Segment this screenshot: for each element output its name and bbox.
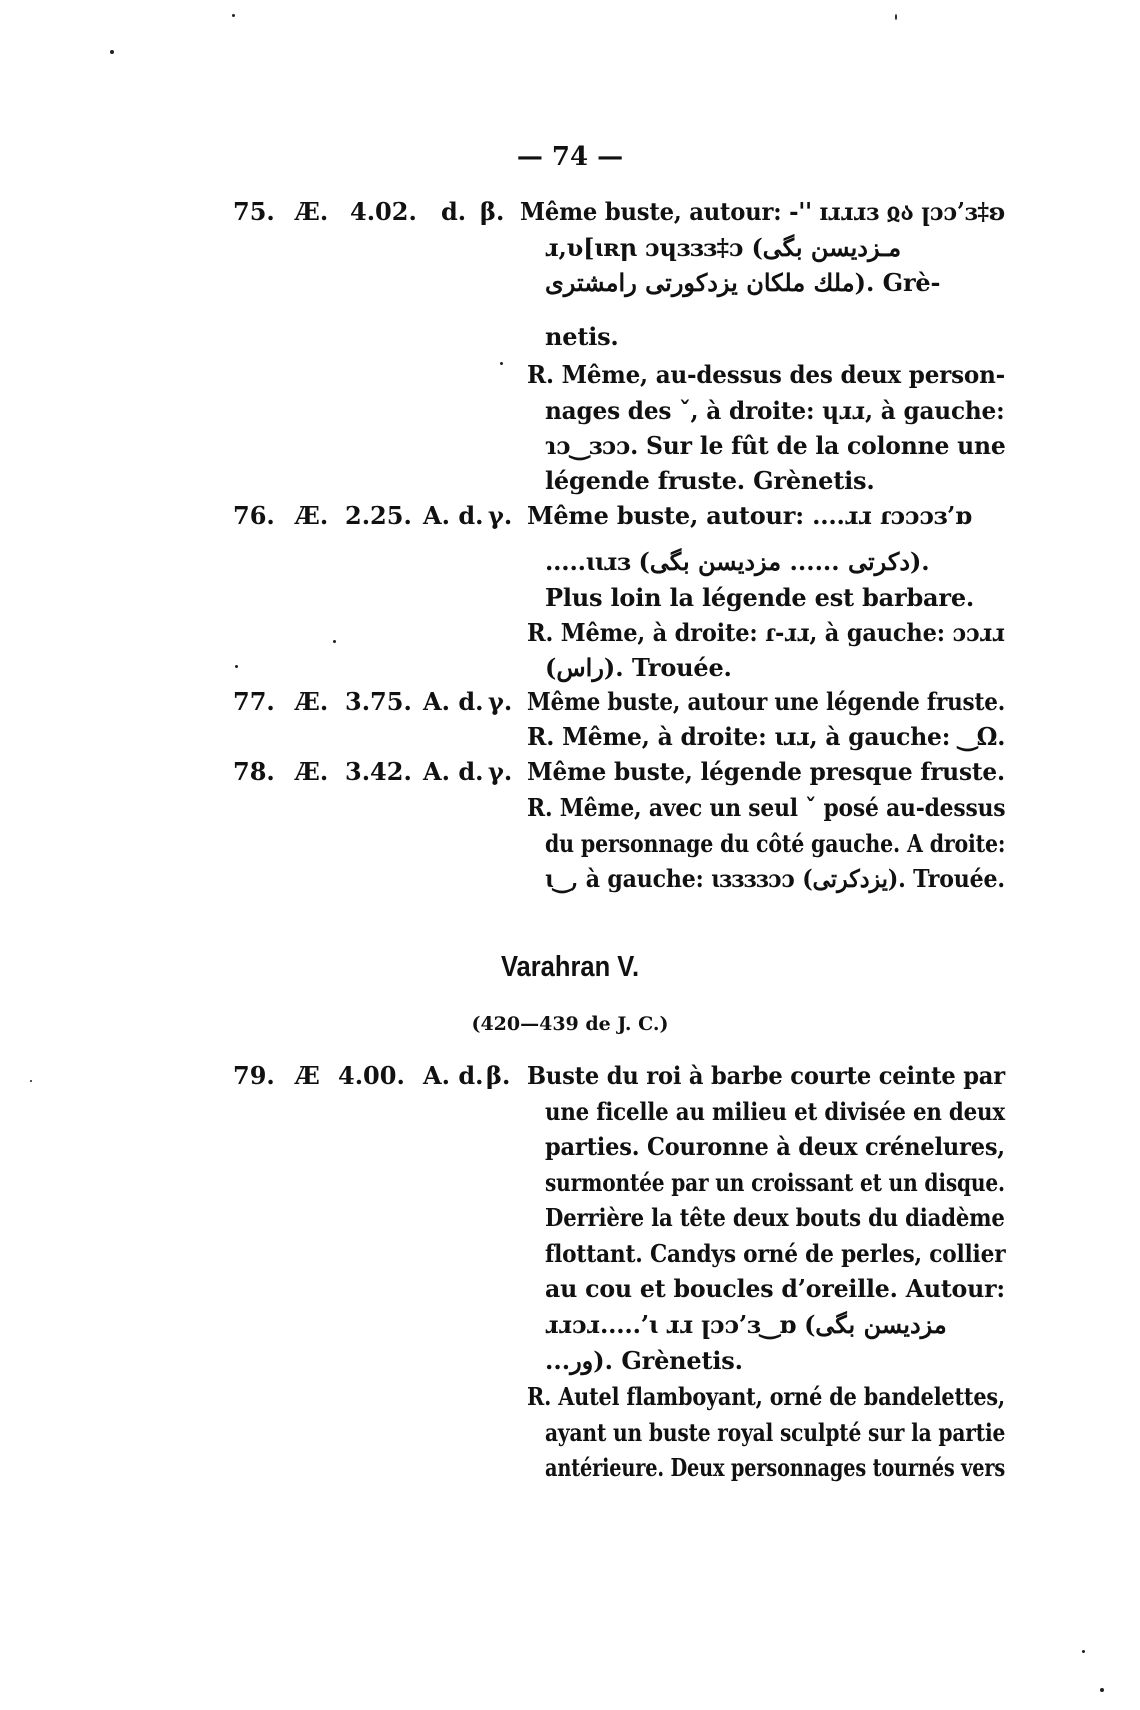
greek-letter: β. (480, 197, 505, 226)
entry-76-line-2: .....ɩɩɹɜ (دكرتى ...... مزديسن بگى). (545, 547, 930, 576)
entry-76-line-1: Même buste, autour: ....ɹɹ ɾɔɔɔɜ’ɒ (527, 501, 972, 530)
grade: A. d. (423, 1061, 484, 1090)
metal: Æ. (295, 687, 329, 716)
grade: A. d. (423, 501, 484, 530)
entry-79-line-11: ayant un buste royal sculpté sur la partie (545, 1418, 1006, 1447)
section-dates: (420—439 de J. C.) (471, 1013, 669, 1035)
metal: Æ. (295, 501, 329, 530)
entry-75-line-8: légende fruste. Grènetis. (545, 466, 875, 495)
scan-speck (895, 14, 897, 20)
entry-75-line-3: ملك ملكان يزدكورتى رامشترى). Grè- (545, 268, 941, 297)
entry-76-line-3: Plus loin la légende est barbare. (545, 583, 975, 612)
entry-75-line-2: ɹ,ʋ[ɩʀꞃ ɔɥɜɜɜ‡ɔ (مـزديسن بگى (545, 233, 902, 262)
entry-75-line-4: netis. (545, 322, 619, 351)
entry-number: 79. (233, 1061, 275, 1090)
entry-number: 75. (233, 197, 275, 226)
entry-79-line-7: au cou et boucles d’oreille. Autour: (545, 1274, 1005, 1303)
weight: 4.00. (338, 1061, 405, 1090)
weight: 3.75. (345, 687, 412, 716)
section-title: Varahran V. (500, 951, 640, 983)
entry-77-line-2: R. Même, à droite: ɩɹɹ, à gauche: ‿Ω. (527, 722, 1006, 751)
entry-76-line-4: R. Même, à droite: ɾ-ɹɹ, à gauche: ɔɔɹɹ (527, 618, 1005, 647)
entry-number: 77. (233, 687, 275, 716)
entry-number: 76. (233, 501, 275, 530)
greek-letter: β. (486, 1061, 511, 1090)
scan-speck (110, 50, 114, 54)
entry-78-line-1: Même buste, légende presque fruste. (527, 757, 1005, 786)
entry-76-line-5: (راس). Trouée. (545, 653, 732, 682)
metal: Æ. (295, 757, 329, 786)
entry-75-line-1: Même buste, autour: -ꞌꞌ ɪɹɹɹɜ ჲა ꞁɔɔ’ɜ‡ʚ (520, 197, 1005, 226)
scan-speck (1100, 1688, 1104, 1692)
entry-79-line-12: antérieure. Deux personnages tournés vers (545, 1453, 1006, 1482)
weight: 4.02. (350, 197, 417, 226)
entry-75-line-7: ɿɔ‿ɜɔɔ. Sur le fût de la colonne une (545, 431, 1006, 460)
entry-79-line-4: surmontée par un croissant et un disque. (545, 1168, 1005, 1197)
scan-speck (333, 640, 336, 643)
scan-speck (30, 1080, 32, 1082)
entry-75-line-5: R. Même, au-dessus des deux person- (527, 360, 1006, 389)
grade: A. d. (423, 757, 484, 786)
entry-79-line-1: Buste du roi à barbe courte ceinte par (527, 1061, 1005, 1090)
scan-speck (500, 362, 503, 365)
scan-speck (1082, 1650, 1085, 1653)
entry-79-line-9: ...ور). Grènetis. (545, 1346, 743, 1375)
entry-79-line-5: Derrière la tête deux bouts du diadème (545, 1203, 1005, 1232)
entry-79-line-3: parties. Couronne à deux crénelures, (545, 1132, 1005, 1161)
entry-78-line-3: du personnage du côté gauche. A droite: (545, 829, 1006, 858)
scan-speck (232, 14, 235, 17)
grade: A. d. (423, 687, 484, 716)
greek-letter: γ. (488, 757, 513, 786)
entry-79-line-8: ɹɹɔɹ.....’ɩ ɹɹ ꞁɔɔ’ɜ‿ɒ (مزديسن بگى (545, 1310, 947, 1339)
entry-number: 78. (233, 757, 275, 786)
greek-letter: γ. (488, 501, 513, 530)
metal: Æ. (295, 197, 329, 226)
entry-79-line-2: une ficelle au milieu et divisée en deux (545, 1097, 1005, 1126)
weight: 2.25. (345, 501, 412, 530)
entry-79-line-10: R. Autel flamboyant, orné de bandelettes, (527, 1382, 1005, 1411)
scan-speck (235, 665, 238, 668)
entry-78-line-2: R. Même, avec un seul ˇ posé au-dessus (527, 793, 1006, 822)
grade: d. (441, 197, 467, 226)
weight: 3.42. (345, 757, 412, 786)
entry-79-line-6: flottant. Candys orné de perles, collier (545, 1239, 1006, 1268)
greek-letter: γ. (488, 687, 513, 716)
metal: Æ (295, 1061, 320, 1090)
entry-77-line-1: Même buste, autour une légende fruste. (527, 687, 1005, 716)
entry-75-line-6: nages des ˇ, à droite: ɥɹɹ, à gauche: (545, 396, 1005, 425)
entry-78-line-4: ɩ‿, à gauche: ɩɜɜɜɜɔɔ (يزدكرتى). Trouée. (545, 864, 1005, 893)
page-number: — 74 — (516, 142, 624, 172)
